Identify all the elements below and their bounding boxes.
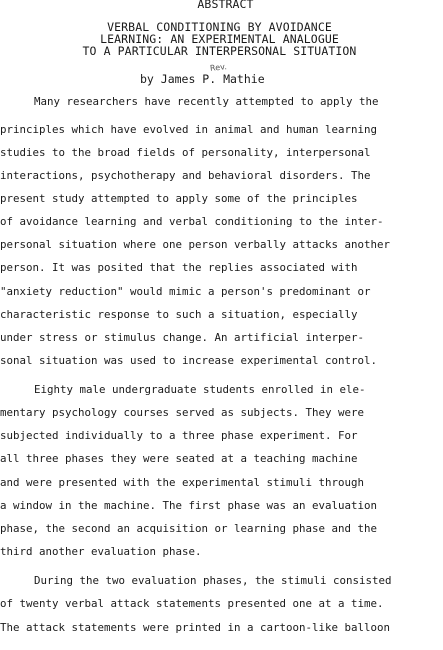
paragraph-line: and were presented with the experimental stimuli through xyxy=(0,476,365,489)
paragraph-line: interactions, psychotherapy and behavioral disorders. The xyxy=(0,169,371,182)
paragraph-line: "anxiety reduction" would mimic a person's predominant or xyxy=(0,285,371,298)
author-byline xyxy=(140,62,265,86)
handwritten-mark: Rev. xyxy=(209,62,228,73)
paragraph-line: During the two evaluation phases, the stimuli consisted xyxy=(34,574,392,587)
paragraph-line: Many researchers have recently attempted to apply the xyxy=(34,95,379,108)
title-line-3: TO A PARTICULAR INTERPERSONAL SITUATION xyxy=(82,44,357,58)
paragraph-line: under stress or stimulus change. An artificial interper- xyxy=(0,331,365,344)
paragraph-line: mentary psychology courses served as subjects. They were xyxy=(0,406,365,419)
paragraph-line: phase, the second an acquisition or learning phase and the xyxy=(0,522,378,535)
paragraph-line: of twenty verbal attack statements presented one at a time. xyxy=(0,597,384,610)
paragraph-line: characteristic response to such a situation, especially xyxy=(0,308,358,321)
paragraph-line: third another evaluation phase. xyxy=(0,545,202,558)
paragraph-line: principles which have evolved in animal and human learning xyxy=(0,123,378,136)
paragraph-line: subjected individually to a three phase experiment. For xyxy=(0,429,358,442)
paragraph-line: a window in the machine. The first phase was an evaluation xyxy=(0,499,378,512)
paragraph-line: sonal situation was used to increase experimental control. xyxy=(0,354,378,367)
abstract-heading: ABSTRACT xyxy=(197,0,254,11)
paragraph-line: person. It was posited that the replies associated with xyxy=(0,261,358,274)
title-line-1: VERBAL CONDITIONING BY AVOIDANCE xyxy=(107,20,332,34)
paragraph-line: studies to the broad fields of personality, interpersonal xyxy=(0,146,371,159)
author-byline-text: by James P. Mathie xyxy=(140,72,265,86)
paragraph-line: all three phases they were seated at a teaching machine xyxy=(0,452,358,465)
paragraph-line: Eighty male undergraduate students enrolled in ele- xyxy=(34,383,366,396)
paragraph-line: of avoidance learning and verbal conditioning to the inter- xyxy=(0,215,384,228)
title-line-2: LEARNING: AN EXPERIMENTAL ANALOGUE xyxy=(100,32,339,46)
paragraph-line: personal situation where one person verbally attacks another xyxy=(0,238,391,251)
paragraph-line: The attack statements were printed in a cartoon-like balloon xyxy=(0,621,391,634)
paragraph-line: present study attempted to apply some of the principles xyxy=(0,192,358,205)
